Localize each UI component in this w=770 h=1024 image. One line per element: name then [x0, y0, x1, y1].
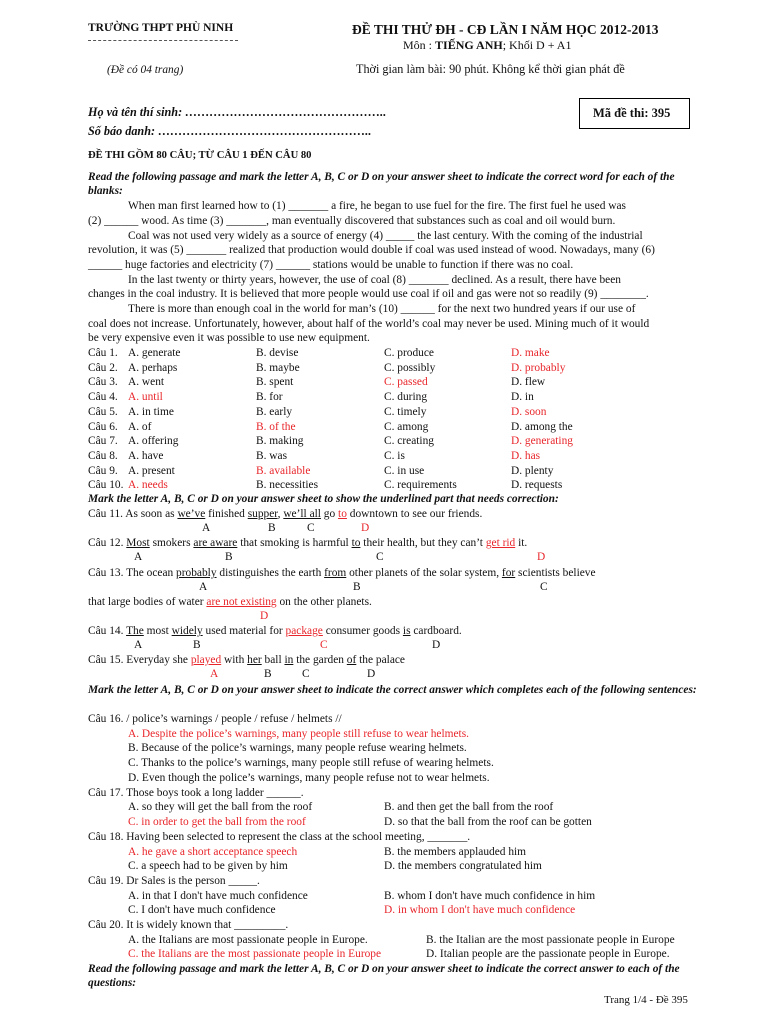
passage-line-10: be very expensive even it was possible to use new equipment.: [88, 332, 370, 344]
option-a: A. needs: [128, 479, 168, 492]
q12-letter-a: A: [134, 551, 143, 563]
q14-letter-b: B: [193, 639, 201, 651]
q14-part-d: is: [402, 625, 411, 637]
q12-text: smokers: [149, 537, 194, 549]
exam-intro: ĐỀ THI GỒM 80 CÂU; TỪ CÂU 1 ĐẾN CÂU 80: [88, 150, 312, 161]
section3-instruction: Mark the letter A, B, C or D on your answer sheet to indicate the correct answer which completes each of the following sentences:: [88, 684, 697, 696]
option-b: B. maybe: [256, 361, 300, 374]
q14-part-c: package: [285, 625, 323, 637]
q11-part-b: supper: [247, 508, 278, 520]
option-b: B. spent: [256, 376, 294, 389]
question-11: [88, 507, 482, 521]
option-c: C. possibly: [384, 361, 436, 374]
q13-letter-a: A: [199, 581, 208, 593]
question-number: Câu 4.: [88, 391, 118, 404]
q20-option-b: B. the Italian are the most passionate people in Europe: [426, 934, 675, 946]
option-c: C. requirements: [384, 479, 457, 492]
q15-letter-b: B: [264, 668, 272, 680]
question-14: [88, 624, 462, 638]
option-c: C. is: [384, 449, 405, 462]
q13-part-a: probably: [176, 567, 217, 579]
option-a: A. present: [128, 464, 175, 477]
option-b: B. was: [256, 449, 288, 462]
option-b: B. for: [256, 391, 283, 404]
q12-part-d: get rid: [485, 537, 516, 549]
question-number: Câu 9.: [88, 464, 118, 477]
option-b: B. available: [256, 464, 311, 477]
exam-time: Thời gian làm bài: 90 phút. Không kể thời gian phát đề: [356, 62, 625, 76]
q14-text: most: [143, 625, 172, 637]
subject-prefix: Môn :: [403, 38, 436, 52]
q11-letter-d: D: [361, 522, 370, 534]
passage-line-8: There is more than enough coal in the world for man’s (10) ______ for the next two hundred years if our use of: [128, 303, 636, 315]
q18-option-c: C. a speech had to be given by him: [128, 860, 288, 872]
option-b: B. necessities: [256, 479, 319, 492]
q12-letter-b: B: [225, 551, 233, 563]
section4-instruction: Read the following passage and mark the letter A, B, C or D on your answer sheet to indicate the correct answer to each of the questions:: [88, 963, 680, 989]
q18-option-b: B. the members applauded him: [384, 846, 527, 858]
q12-part-a: Most: [126, 537, 150, 549]
subject: TIẾNG ANH: [435, 38, 503, 52]
q11-text: go: [320, 508, 339, 520]
question-13-continued: [88, 595, 372, 609]
q13-part-c: for: [501, 567, 516, 579]
q11-text: Câu 11. As soon as: [88, 508, 178, 520]
option-c: C. passed: [384, 376, 428, 389]
q19-option-b: B. whom I don't have much confidence in him: [384, 890, 596, 902]
option-a: A. have: [128, 449, 164, 462]
pages-note: (Đề có 04 trang): [107, 64, 184, 76]
option-b: B. devise: [256, 347, 299, 359]
q15-letter-d: D: [367, 668, 376, 680]
q12-text: it.: [515, 537, 528, 549]
question-number: Câu 2.: [88, 361, 118, 374]
q13-text: Câu 13. The ocean: [88, 567, 177, 579]
q15-part-c: in: [284, 654, 294, 666]
q19-option-c: C. I don't have much confidence: [128, 904, 276, 916]
q12-text: their health, but they can’t: [360, 537, 486, 549]
q15-text: with: [221, 654, 248, 666]
subject-line: [403, 38, 571, 53]
exam-title: ĐỀ THI THỬ ĐH - CĐ LẦN I NĂM HỌC 2012-2013: [352, 22, 659, 37]
option-a: A. offering: [128, 435, 179, 448]
q17-option-a: A. so they will get the ball from the roof: [128, 801, 313, 813]
q14-text: cardboard.: [410, 625, 462, 637]
question-16: Câu 16. / police’s warnings / people / refuse / helmets //: [88, 713, 342, 725]
q11-text: finished: [205, 508, 248, 520]
q11-part-c: we’ll all: [283, 508, 321, 520]
option-c: C. produce: [384, 347, 434, 359]
q13-text: scientists believe: [515, 567, 596, 579]
option-d: D. make: [511, 347, 550, 359]
q13-letter-b: B: [353, 581, 361, 593]
block: ; Khối D + A1: [502, 38, 572, 52]
q12-part-c: to: [351, 537, 361, 549]
option-a: A. went: [128, 376, 165, 389]
section1-instruction: Read the following passage and mark the letter A, B, C or D on your answer sheet to indicate the correct word for each of the blanks:: [88, 171, 675, 197]
q13-text: on the other planets.: [276, 596, 372, 608]
q14-letter-c: C: [320, 639, 328, 651]
q14-letter-a: A: [134, 639, 143, 651]
q12-part-b: are aware: [193, 537, 238, 549]
passage-line-6: In the last twenty or thirty years, however, the use of coal (8) _______ declined. As a result, there have been: [128, 274, 621, 286]
q20-option-a: A. the Italians are most passionate people in Europe.: [128, 934, 368, 946]
page-footer: Trang 1/4 - Đề 395: [604, 994, 688, 1006]
q13-text: that large bodies of water: [88, 596, 207, 608]
option-d: D. probably: [511, 361, 566, 374]
option-d: D. has: [511, 449, 541, 462]
q11-text: ,: [277, 508, 284, 520]
q11-part-a: we’ve: [177, 508, 206, 520]
option-c: C. in use: [384, 464, 425, 477]
q14-part-b: widely: [171, 625, 203, 637]
q13-text: other planets of the solar system,: [346, 567, 502, 579]
option-a: A. in time: [128, 405, 174, 418]
q12-letter-c: C: [376, 551, 384, 563]
option-a: A. of: [128, 420, 152, 433]
option-d: D. requests: [511, 479, 563, 492]
q14-text: used material for: [202, 625, 286, 637]
q11-letter-b: B: [268, 522, 276, 534]
q11-part-d: to: [338, 508, 347, 520]
option-a: A. generate: [128, 347, 181, 359]
q14-text: Câu 14.: [88, 625, 127, 637]
option-b: B. of the: [256, 420, 296, 433]
option-c: C. during: [384, 391, 428, 404]
question-number: Câu 10.: [88, 479, 124, 492]
q15-letter-a: A: [210, 668, 219, 680]
q11-text: downtown to see our friends.: [346, 508, 483, 520]
q15-part-b: her: [247, 654, 262, 666]
q13-part-d: are not existing: [206, 596, 277, 608]
q16-option-b: B. Because of the police’s warnings, many people refuse wearing helmets.: [128, 742, 467, 754]
school-name: TRƯỜNG THPT PHÙ NINH: [88, 22, 234, 34]
option-c: C. among: [384, 420, 429, 433]
passage-line-1: When man first learned how to (1) _______ a fire, he began to use fuel for the fire. The first fuel he used was: [128, 200, 626, 212]
option-a: A. until: [128, 391, 163, 404]
question-number: Câu 3.: [88, 376, 118, 389]
q20-option-d: D. Italian people are the passionate people in Europe.: [426, 948, 670, 960]
option-a: A. perhaps: [128, 361, 178, 374]
q15-text: the garden: [293, 654, 347, 666]
q15-text: ball: [261, 654, 285, 666]
passage-line-9: coal does not increase. Unfortunately, however, about half of the world’s coal may never be used. Mining much of it would: [88, 318, 650, 330]
q17-option-d: D. so that the ball from the roof can be gotten: [384, 816, 592, 828]
school-underline: [88, 40, 238, 41]
q15-letter-c: C: [302, 668, 310, 680]
question-13: [88, 566, 596, 580]
q14-letter-d: D: [432, 639, 441, 651]
q16-option-d: D. Even though the police’s warnings, many people refuse not to wear helmets.: [128, 772, 490, 784]
q15-text: the palace: [356, 654, 405, 666]
question-number: Câu 8.: [88, 449, 118, 462]
q13-letter-d: D: [260, 610, 269, 622]
q13-text: distinguishes the earth: [216, 567, 325, 579]
q15-part-a: played: [190, 654, 222, 666]
exam-code: Mã đề thi: 395: [593, 106, 671, 120]
passage-line-3: Coal was not used very widely as a source of energy (4) _____ the last century. With the coming of the industrial: [128, 230, 643, 242]
q18-option-d: D. the members congratulated him: [384, 860, 542, 872]
passage-line-4: revolution, it was (5) _______ realized that production would double if coal was used instead of wood. Nowadays, many (6): [88, 244, 655, 256]
q11-letter-a: A: [202, 522, 211, 534]
option-b: B. early: [256, 405, 293, 418]
q15-text: Câu 15. Everyday she: [88, 654, 191, 666]
q19-option-d: D. in whom I don't have much confidence: [384, 904, 576, 916]
option-d: D. generating: [511, 435, 573, 448]
question-number: Câu 1.: [88, 347, 118, 359]
option-c: C. timely: [384, 405, 427, 418]
question-15: [88, 653, 405, 667]
q13-part-b: from: [324, 567, 347, 579]
question-17: Câu 17. Those boys took a long ladder ______.: [88, 787, 304, 799]
q15-part-d: of: [346, 654, 357, 666]
q17-option-b: B. and then get the ball from the roof: [384, 801, 554, 813]
question-20: Câu 20. It is widely known that _________.: [88, 919, 289, 931]
q18-option-a: A. he gave a short acceptance speech: [128, 846, 298, 858]
q16-option-c: C. Thanks to the police’s warnings, many people still refuse of wearing helmets.: [128, 757, 494, 769]
candidate-number: Số báo danh: ……………………………………………..: [88, 124, 372, 138]
option-c: C. creating: [384, 435, 434, 448]
question-number: Câu 7.: [88, 435, 118, 448]
option-d: D. soon: [511, 405, 547, 418]
option-d: D. plenty: [511, 464, 554, 477]
question-number: Câu 6.: [88, 420, 118, 433]
question-19: Câu 19. Dr Sales is the person _____.: [88, 875, 260, 887]
section2-instruction: Mark the letter A, B, C or D on your answer sheet to show the underlined part that needs correction:: [88, 493, 559, 505]
option-d: D. flew: [511, 376, 546, 389]
candidate-name: Họ và tên thí sinh: …………………………………………..: [88, 105, 387, 119]
passage-line-2: (2) ______ wood. As time (3) _______, man eventually discovered that substances such as coal and oil would burn.: [88, 215, 616, 227]
q13-letter-c: C: [540, 581, 548, 593]
q11-letter-c: C: [307, 522, 315, 534]
passage-line-7: changes in the coal industry. It is believed that more people would use coal if oil and gas were not so readily (9) ________.: [88, 288, 649, 300]
passage-line-5: ______ huge factories and electricity (7) ______ stations would be unable to function if there was no coal.: [88, 259, 574, 271]
option-b: B. making: [256, 435, 304, 448]
question-12: [88, 536, 527, 550]
q12-letter-d: D: [537, 551, 546, 563]
q16-option-a: A. Despite the police’s warnings, many people still refuse to wear helmets.: [128, 728, 469, 740]
q14-text: consumer goods: [322, 625, 403, 637]
q14-part-a: The: [126, 625, 144, 637]
q12-text: that smoking is harmful: [237, 537, 352, 549]
q20-option-c: C. the Italians are the most passionate people in Europe: [128, 948, 382, 960]
option-d: D. among the: [511, 420, 573, 433]
q19-option-a: A. in that I don't have much confidence: [128, 890, 308, 902]
question-number: Câu 5.: [88, 405, 118, 418]
q12-text: Câu 12.: [88, 537, 127, 549]
option-d: D. in: [511, 391, 534, 404]
q17-option-c: C. in order to get the ball from the roof: [128, 816, 306, 828]
question-18: Câu 18. Having been selected to represent the class at the school meeting, _______.: [88, 831, 471, 843]
